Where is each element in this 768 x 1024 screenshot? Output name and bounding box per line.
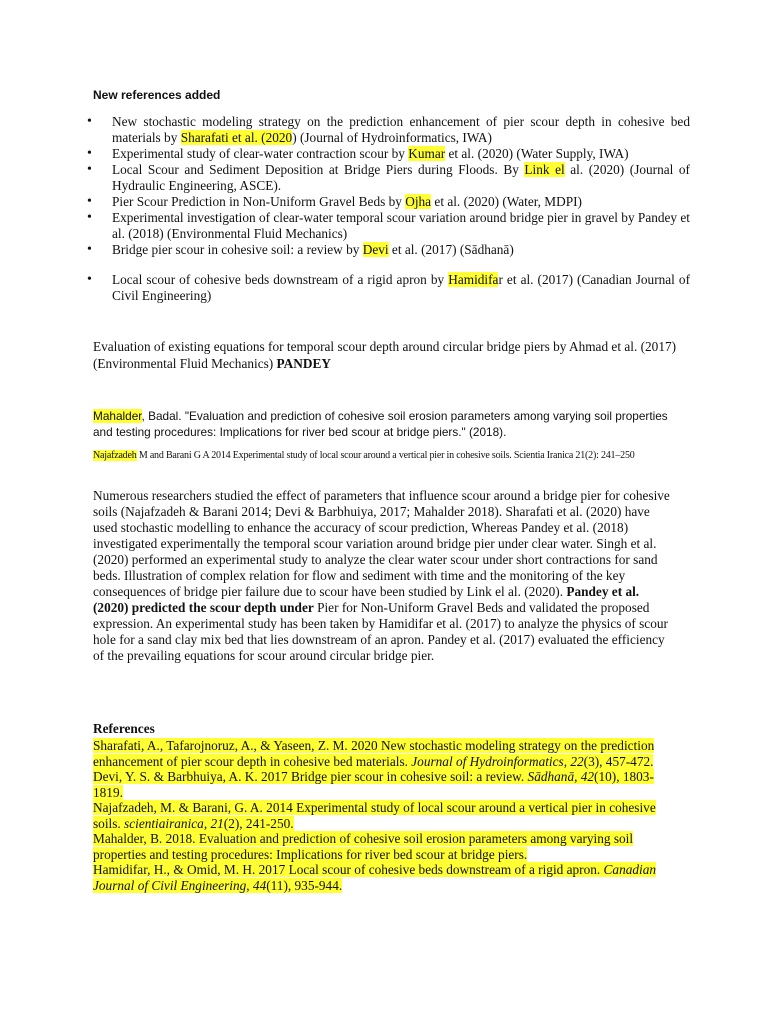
volume: 22 (570, 753, 584, 769)
ref-pages: (11), 935-944. (266, 877, 343, 893)
list-item (0, 114, 690, 146)
highlighted-author: Devi (362, 242, 389, 257)
list-item (0, 194, 690, 210)
references-list (93, 738, 683, 893)
mahalder-citation (93, 409, 683, 440)
highlighted-author: Mahalder (93, 409, 142, 423)
ref-text: Mahalder, B. 2018. Evaluation and prediction of cohesive soil erosion parameters among varying soil properties and testing procedures: Implications for river bed scour at bridge piers. (93, 831, 634, 862)
ref-pages: (10), 1803-1819. (93, 769, 654, 800)
list-item (0, 210, 690, 242)
section-heading: New references added (93, 88, 221, 102)
najafzadeh-citation (93, 449, 683, 462)
volume: 42 (580, 769, 595, 784)
ref-text: Experimental study of clear-water contraction scour by (112, 146, 409, 161)
list-item (0, 162, 690, 194)
ref-pages: (2), 241-250. (223, 815, 294, 831)
highlighted-author: Hamidifa (448, 272, 499, 287)
paragraph-text: Numerous researchers studied the effect of parameters that influence scour around a bridge pier for cohesive soils (Najafzadeh & Barani 2014; Devi & Barbhuiya, 2017; Mahalder 2018). Sharafati et al. (2020) have used stochastic modelling to enhance the accuracy of scour prediction, Whereas Pandey et al. (2018) investigated experimentally the temporal scour variation around bridge pier under clear water. Singh et al. (2020) performed an experimental study to analyze the clear water scour under short contractions for sand beds. Illustration of complex relation for flow and sediment with time and the monitoring of the key consequences of bridge pier failure due to scour have been studied by Link el al. (2020). (93, 488, 670, 599)
highlighted-author: Kumar (408, 146, 446, 161)
highlighted-author: Link el (524, 162, 565, 177)
evaluation-paragraph (93, 338, 683, 372)
references-title: References (93, 721, 155, 736)
citation-text: M and Barani G A 2014 Experimental study of local scour around a vertical pier in cohesive soils. Scientia Iranica 21(2): 241–250 (136, 450, 635, 461)
ref-text: ) (Journal of Hydroinformatics, IWA) (292, 130, 492, 145)
ref-text: Najafzadeh, M. & Barani, G. A. 2014 Experimental study of local scour around a vertical pier in cohesive soils. (93, 800, 656, 831)
new-references-list (0, 114, 690, 304)
ref-text: et al. (2017) (Sādhanā) (388, 242, 514, 257)
list-item (0, 272, 690, 304)
reference-entry (93, 831, 683, 862)
reference-entry (93, 800, 683, 831)
ref-text: Hamidifar, H., & Omid, M. H. 2017 Local scour of cohesive beds downstream of a rigid apron. (93, 862, 604, 877)
ref-text: al. (2020) (Journal of Hydraulic Engineering, ASCE). (112, 162, 690, 193)
reference-entry (93, 862, 683, 893)
highlighted-author: Najafzadeh (93, 450, 137, 461)
ref-sep: , (574, 769, 581, 784)
ref-text: Local Scour and Sediment Deposition at Bridge Piers during Floods. By (112, 162, 525, 177)
bold-text: Pandey et al. (2020) predicted the scour depth under (93, 584, 640, 615)
volume: 44 (252, 877, 267, 893)
paragraph-text: Evaluation of existing equations for temporal scour depth around circular bridge piers by Ahmad et al. (2017) (Environmental Fluid Mechanics) (93, 339, 677, 371)
ref-text: New stochastic modeling strategy on the prediction enhancement of pier scour depth in cohesive bed materials by (112, 114, 690, 145)
ref-text: Bridge pier scour in cohesive soil: a review by (112, 242, 363, 257)
ref-text: et al. (2020) (Water, MDPI) (431, 194, 582, 209)
list-item (0, 146, 690, 162)
volume: 21 (210, 815, 224, 831)
journal-name: scientiairanica (124, 815, 204, 831)
ref-pages: (3), 457-472. (583, 753, 654, 769)
ref-sep: , (203, 815, 211, 831)
citation-text: , Badal. "Evaluation and prediction of cohesive soil erosion parameters among varying soil properties and testing procedures: Implications for river bed scour at bridge piers." (2018). (93, 409, 668, 439)
reference-entry (93, 769, 683, 800)
highlighted-author: Sharafati et al. (2020 (180, 130, 293, 145)
list-item (0, 242, 690, 258)
journal-name: Sādhanā (527, 769, 575, 784)
ref-text: Devi, Y. S. & Barbhuiya, A. K. 2017 Bridge pier scour in cohesive soil: a review. (93, 769, 528, 784)
ref-text: Local scour of cohesive beds downstream of a rigid apron by (112, 272, 449, 287)
ref-text: r et al. (2017) (Canadian Journal of Civil Engineering) (112, 272, 691, 303)
reference-entry (93, 738, 683, 769)
ref-text: et al. (2020) (Water Supply, IWA) (445, 146, 629, 161)
bold-note: PANDEY (276, 356, 331, 371)
ref-sep: , (563, 753, 571, 769)
ref-text: Pier Scour Prediction in Non-Uniform Gravel Beds by (112, 194, 406, 209)
ref-text: Experimental investigation of clear-water temporal scour variation around bridge pier in gravel by Pandey et al. (2018) (Environmental Fluid Mechanics) (112, 210, 690, 241)
ref-sep: , (246, 877, 253, 893)
highlighted-author: Ojha (405, 194, 432, 209)
ref-text: Sharafati, A., Tafarojnoruz, A., & Yaseen, Z. M. 2020 New stochastic modeling strategy on the prediction enhancement of pier scour depth in cohesive bed materials. (93, 738, 655, 769)
literature-paragraph (93, 488, 673, 664)
paragraph-text: Pier for Non-Uniform Gravel Beds and validated the proposed expression. An experimental study has been taken by Hamidifar et al. (2017) to analyze the physics of scour hole for a sand clay mix bed that lies downstream of an apron. Pandey et al. (2017) evaluated the efficiency of the prevailing equations for scour around circular bridge pier. (93, 600, 668, 663)
journal-name: Canadian Journal of Civil Engineering (93, 862, 657, 893)
journal-name: Journal of Hydroinformatics (411, 753, 564, 769)
